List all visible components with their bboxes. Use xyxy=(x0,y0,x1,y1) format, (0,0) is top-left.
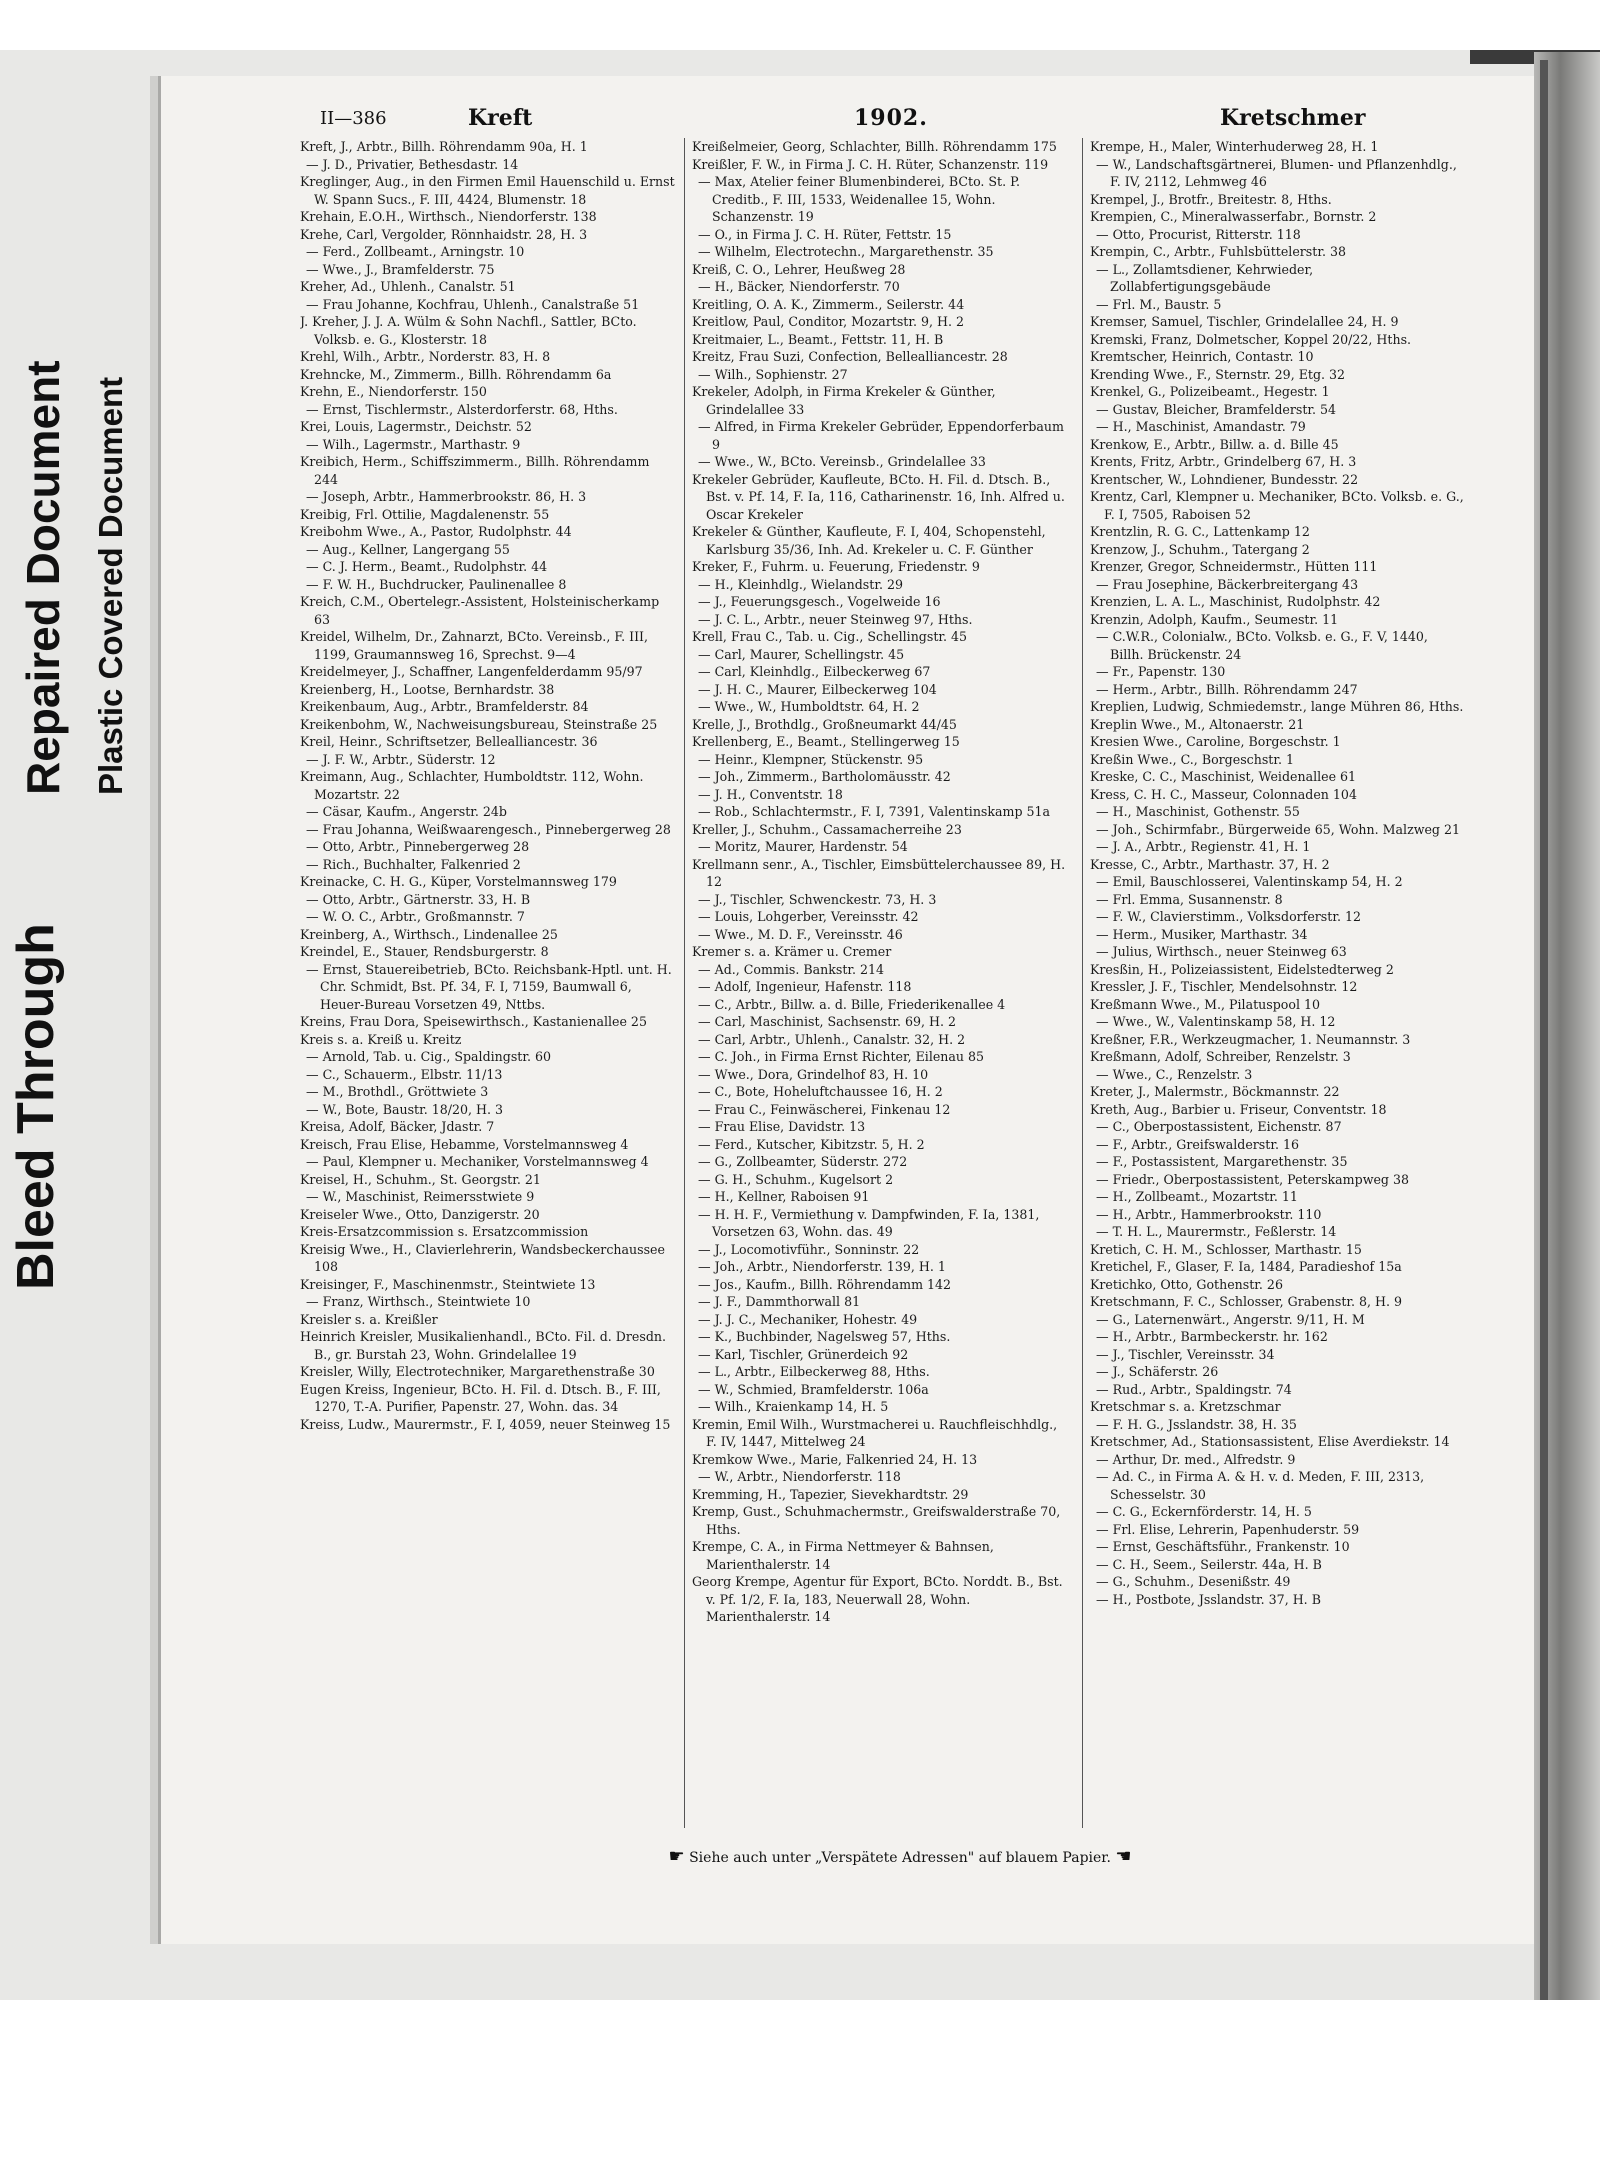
directory-entry: Kreil, Heinr., Schriftsetzer, Bellealliancestr. 36 xyxy=(300,734,598,749)
directory-entry: — Friedr., Oberpostassistent, Peterskampweg 38 xyxy=(1096,1171,1410,1187)
directory-entry: Krenzow, J., Schuhm., Tatergang 2 xyxy=(1090,541,1310,557)
directory-entry: Kresse, C., Arbtr., Marthastr. 37, H. 2 xyxy=(1090,856,1330,872)
directory-entry: — H. H. F., Vermiethung v. Dampfwinden, F. Ia, 1381, Vorsetzen 63, Wohn. das. 49 xyxy=(698,1206,1040,1239)
directory-entry: — Emil, Bauschlosserei, Valentinskamp 54, H. 2 xyxy=(1096,874,1403,889)
directory-entry: — Jos., Kaufm., Billh. Röhrendamm 142 xyxy=(698,1276,952,1292)
directory-entry: — C., Arbtr., Billw. a. d. Bille, Friederikenallee 4 xyxy=(698,996,1006,1012)
page-number: II—386 xyxy=(320,108,387,129)
directory-entry: Krenkow, E., Arbtr., Billw. a. d. Bille 45 xyxy=(1090,436,1339,452)
directory-entry: — Joh., Arbtr., Niendorferstr. 139, H. 1 xyxy=(698,1259,946,1274)
directory-column-1 xyxy=(300,138,675,1838)
directory-entry: — Wwe., J., Bramfelderstr. 75 xyxy=(306,261,495,277)
directory-entry: — Max, Atelier feiner Blumenbinderei, BCto. St. P. Creditb., F. III, 1533, Weidenallee 15, Wohn. Schanzenstr. 19 xyxy=(698,174,1021,224)
directory-entry: — Frau C., Feinwäscherei, Finkenau 12 xyxy=(698,1101,951,1117)
directory-entry: — F. H. G., Jsslandstr. 38, H. 35 xyxy=(1096,1416,1297,1432)
directory-entry: — Ernst, Geschäftsführ., Frankenstr. 10 xyxy=(1096,1539,1350,1554)
directory-entry: Kretichko, Otto, Gothenstr. 26 xyxy=(1090,1276,1283,1292)
directory-entry: Kreich, C.M., Obertelegr.-Assistent, Holsteinischerkamp 63 xyxy=(300,594,660,627)
directory-entry: Kreske, C. C., Maschinist, Weidenallee 61 xyxy=(1090,769,1357,784)
directory-entry: — W., Bote, Baustr. 18/20, H. 3 xyxy=(306,1101,504,1117)
directory-entry: — Herm., Musiker, Marthastr. 34 xyxy=(1096,926,1308,942)
directory-entry: Kremer s. a. Krämer u. Cremer xyxy=(692,944,892,959)
directory-entry: Kreisig Wwe., H., Clavierlehrerin, Wandsbeckerchaussee 108 xyxy=(300,1241,665,1274)
directory-entry: Kretich, C. H. M., Schlosser, Marthastr. 15 xyxy=(1090,1241,1362,1257)
directory-entry: — Rud., Arbtr., Spaldingstr. 74 xyxy=(1096,1381,1292,1397)
directory-column-2 xyxy=(692,138,1067,1838)
directory-entry: — Fr., Papenstr. 130 xyxy=(1096,664,1226,679)
directory-entry: — Carl, Maschinist, Sachsenstr. 69, H. 2 xyxy=(698,1014,957,1029)
directory-entry: — Moritz, Maurer, Hardenstr. 54 xyxy=(698,839,908,854)
directory-entry: — H., Kleinhdlg., Wielandstr. 29 xyxy=(698,576,903,592)
directory-entry: — F. W., Clavierstimm., Volksdorferstr. 12 xyxy=(1096,909,1361,924)
directory-entry: — J. C. L., Arbtr., neuer Steinweg 97, Hths. xyxy=(698,611,973,627)
directory-entry: Kreisler, Willy, Electrotechniker, Margarethenstraße 30 xyxy=(300,1364,655,1379)
directory-entry: Kremming, H., Tapezier, Sievekhardtstr. 29 xyxy=(692,1486,969,1502)
label-repaired-document: Repaired Document xyxy=(17,360,69,795)
directory-entry: Kreidel, Wilhelm, Dr., Zahnarzt, BCto. Vereinsb., F. III, 1199, Graumannsweg 16, Sprechst. 9—4 xyxy=(300,629,649,662)
directory-entry: Kremtscher, Heinrich, Contastr. 10 xyxy=(1090,349,1314,364)
header-right-word: Kretschmer xyxy=(1220,105,1366,131)
directory-entry: Kreiß, C. O., Lehrer, Heußweg 28 xyxy=(692,261,906,277)
directory-entry: Krending Wwe., F., Sternstr. 29, Etg. 32 xyxy=(1090,366,1346,382)
directory-entry: — Wwe., C., Renzelstr. 3 xyxy=(1096,1066,1253,1082)
directory-entry: — Otto, Procurist, Ritterstr. 118 xyxy=(1096,226,1301,242)
footnote xyxy=(580,1846,1220,1867)
directory-entry: Krehain, E.O.H., Wirthsch., Niendorferstr. 138 xyxy=(300,209,597,224)
directory-entry: — J., Locomotivführ., Sonninstr. 22 xyxy=(698,1241,920,1257)
directory-entry: Kretschmann, F. C., Schlosser, Grabenstr. 8, H. 9 xyxy=(1090,1294,1403,1309)
directory-entry: Krekeler, Adolph, in Firma Krekeler & Günther, Grindelallee 33 xyxy=(692,384,996,417)
directory-entry: Kreiss, Ludw., Maurermstr., F. I, 4059, neuer Steinweg 15 xyxy=(300,1416,671,1432)
directory-entry: Kreindel, E., Stauer, Rendsburgerstr. 8 xyxy=(300,944,549,959)
directory-entry: — C., Schauerm., Elbstr. 11/13 xyxy=(306,1066,503,1082)
directory-entry: — Wwe., M. D. F., Vereinsstr. 46 xyxy=(698,926,903,942)
directory-entry: — Arthur, Dr. med., Alfredstr. 9 xyxy=(1096,1451,1296,1467)
directory-entry: — Ad., Commis. Bankstr. 214 xyxy=(698,961,885,977)
directory-entry: Kresßin, H., Polizeiassistent, Eidelstedterweg 2 xyxy=(1090,961,1394,977)
directory-entry: Kreisinger, F., Maschinenmstr., Steintwiete 13 xyxy=(300,1276,596,1292)
directory-column-3 xyxy=(1090,138,1465,1838)
directory-entry: Kremski, Franz, Dolmetscher, Koppel 20/22, Hths. xyxy=(1090,331,1412,347)
directory-entry: — Wilhelm, Electrotechn., Margarethenstr. 35 xyxy=(698,244,994,259)
directory-entry: — G., Schuhm., Desenißstr. 49 xyxy=(1096,1574,1291,1589)
directory-entry: — H., Kellner, Raboisen 91 xyxy=(698,1189,870,1204)
directory-entry: — H., Bäcker, Niendorferstr. 70 xyxy=(698,279,900,294)
directory-entry: Krenzin, Adolph, Kaufm., Seumestr. 11 xyxy=(1090,611,1339,627)
directory-entry: — Frau Johanne, Kochfrau, Uhlenh., Canalstraße 51 xyxy=(306,296,640,312)
spine-shadow xyxy=(1540,60,1548,2000)
directory-entry: — Adolf, Ingenieur, Hafenstr. 118 xyxy=(698,979,912,994)
directory-entry: Kreher, Ad., Uhlenh., Canalstr. 51 xyxy=(300,279,516,294)
directory-entry: — Wilh., Lagermstr., Marthastr. 9 xyxy=(306,436,521,452)
directory-entry: — W., Schmied, Bramfelderstr. 106a xyxy=(698,1381,929,1397)
directory-entry: Kreter, J., Malermstr., Böckmannstr. 22 xyxy=(1090,1084,1340,1099)
directory-entry: — Rich., Buchhalter, Falkenried 2 xyxy=(306,856,521,872)
directory-entry: Kretichel, F., Glaser, F. Ia, 1484, Paradieshof 15a xyxy=(1090,1259,1402,1274)
directory-entry: Kreis s. a. Kreiß u. Kreitz xyxy=(300,1031,462,1047)
directory-entry: — C. J. Herm., Beamt., Rudolphstr. 44 xyxy=(306,559,548,574)
directory-entry: Georg Krempe, Agentur für Export, BCto. Norddt. B., Bst. v. Pf. 1/2, F. Ia, 183, Neuerwall 28, Wohn. Marienthalerstr. 14 xyxy=(692,1574,1063,1624)
directory-entry: Kreikenbohm, W., Nachweisungsbureau, Steinstraße 25 xyxy=(300,716,658,732)
directory-entry: — Frl. M., Baustr. 5 xyxy=(1096,296,1222,312)
directory-entry: — F., Arbtr., Greifswalderstr. 16 xyxy=(1096,1136,1299,1152)
directory-entry: — J. H., Conventstr. 18 xyxy=(698,786,843,802)
directory-entry: Kreft, J., Arbtr., Billh. Röhrendamm 90a, H. 1 xyxy=(300,139,588,154)
directory-entry: — J., Tischler, Vereinsstr. 34 xyxy=(1096,1346,1275,1362)
directory-entry: Kreitz, Frau Suzi, Confection, Bellealliancestr. 28 xyxy=(692,349,1008,364)
directory-entry: Krempin, C., Arbtr., Fuhlsbüttelerstr. 38 xyxy=(1090,244,1346,259)
directory-entry: — Frau Elise, Davidstr. 13 xyxy=(698,1119,866,1134)
directory-entry: Kreglinger, Aug., in den Firmen Emil Hauenschild u. Ernst W. Spann Sucs., F. III, 4424, Blumenstr. 18 xyxy=(300,174,675,207)
directory-entry: — C., Bote, Hoheluftchaussee 16, H. 2 xyxy=(698,1084,943,1099)
directory-entry: Kreisler s. a. Kreißler xyxy=(300,1311,438,1327)
directory-entry: — Louis, Lohgerber, Vereinsstr. 42 xyxy=(698,909,919,924)
directory-entry: — J. J. C., Mechaniker, Hohestr. 49 xyxy=(698,1311,918,1327)
directory-entry: — Franz, Wirthsch., Steintwiete 10 xyxy=(306,1294,531,1309)
directory-entry: — Joh., Zimmerm., Bartholomäusstr. 42 xyxy=(698,769,951,784)
directory-entry: — Arnold, Tab. u. Cig., Spaldingstr. 60 xyxy=(306,1049,552,1064)
directory-entry: — Otto, Arbtr., Gärtnerstr. 33, H. B xyxy=(306,891,531,907)
directory-entry: Krehe, Carl, Vergolder, Rönnhaidstr. 28, H. 3 xyxy=(300,226,588,242)
directory-entry: — L., Arbtr., Eilbeckerweg 88, Hths. xyxy=(698,1364,930,1379)
directory-entry: — M., Brothdl., Gröttwiete 3 xyxy=(306,1084,489,1099)
page-header xyxy=(320,105,1500,138)
directory-entry: — Carl, Kleinhdlg., Eilbeckerweg 67 xyxy=(698,664,931,679)
directory-entry: — Ernst, Tischlermstr., Alsterdorferstr. 68, Hths. xyxy=(306,401,618,417)
directory-entry: — Gustav, Bleicher, Bramfelderstr. 54 xyxy=(1096,401,1337,417)
directory-entry: Krenkel, G., Polizeibeamt., Hegestr. 1 xyxy=(1090,384,1330,399)
directory-entry: Kretschmar s. a. Kretzschmar xyxy=(1090,1399,1281,1414)
header-year: 1902. xyxy=(854,105,928,131)
directory-entry: Kreibig, Frl. Ottilie, Magdalenenstr. 55 xyxy=(300,506,550,522)
directory-entry: Kreitlow, Paul, Conditor, Mozartstr. 9, H. 2 xyxy=(692,314,965,329)
directory-entry: — Ad. C., in Firma A. & H. v. d. Meden, F. III, 2313, Schesselstr. 30 xyxy=(1096,1469,1425,1502)
directory-entry: Krekeler & Günther, Kaufleute, F. I, 404, Schopenstehl, Karlsburg 35/36, Inh. Ad. Krekeler u. C. F. Günther xyxy=(692,524,1046,557)
directory-entry: Kreßmann, Adolf, Schreiber, Renzelstr. 3 xyxy=(1090,1049,1351,1064)
directory-entry: Krelle, J., Brothdlg., Großneumarkt 44/45 xyxy=(692,716,957,732)
directory-entry: Krempe, H., Maler, Winterhuderweg 28, H. 1 xyxy=(1090,139,1379,154)
directory-entry: — G., Laternenwärt., Angerstr. 9/11, H. M xyxy=(1096,1311,1365,1327)
directory-entry: Kreienberg, H., Lootse, Bernhardstr. 38 xyxy=(300,681,555,697)
directory-entry: — C., Oberpostassistent, Eichenstr. 87 xyxy=(1096,1119,1342,1134)
directory-entry: — Julius, Wirthsch., neuer Steinweg 63 xyxy=(1096,944,1347,959)
directory-entry: — L., Zollamtsdiener, Kehrwieder, Zollabfertigungsgebäude xyxy=(1096,261,1314,294)
directory-entry: Kreker, F., Fuhrm. u. Feuerung, Friedenstr. 9 xyxy=(692,559,980,574)
label-plastic-covered: Plastic Covered Document xyxy=(92,376,129,795)
directory-entry: — W., Arbtr., Niendorferstr. 118 xyxy=(698,1469,901,1484)
directory-entry: — Carl, Maurer, Schellingstr. 45 xyxy=(698,646,905,662)
directory-entry: — Frau Johanna, Weißwaarengesch., Pinnebergerweg 28 xyxy=(306,821,671,837)
directory-entry: — H., Zollbeamt., Mozartstr. 11 xyxy=(1096,1189,1298,1204)
directory-entry: Kreins, Frau Dora, Speisewirthsch., Kastanienallee 25 xyxy=(300,1014,647,1029)
directory-entry: — H., Postbote, Jsslandstr. 37, H. B xyxy=(1096,1591,1321,1607)
directory-entry: — Alfred, in Firma Krekeler Gebrüder, Eppendorferbaum 9 xyxy=(698,419,1064,452)
directory-entry: Kreisa, Adolf, Bäcker, Jdastr. 7 xyxy=(300,1119,495,1134)
directory-entry: — J., Tischler, Schwenckestr. 73, H. 3 xyxy=(698,891,937,907)
directory-entry: Kreitling, O. A. K., Zimmerm., Seilerstr. 44 xyxy=(692,296,965,312)
directory-entry: Kreinacke, C. H. G., Küper, Vorstelmannsweg 179 xyxy=(300,874,617,889)
directory-entry: — Paul, Klempner u. Mechaniker, Vorstelmannsweg 4 xyxy=(306,1154,649,1169)
directory-entry: Kreiseler Wwe., Otto, Danzigerstr. 20 xyxy=(300,1206,540,1222)
directory-entry: Kreßmann Wwe., M., Pilatuspool 10 xyxy=(1090,996,1321,1012)
directory-entry: — C. Joh., in Firma Ernst Richter, Eilenau 85 xyxy=(698,1049,985,1064)
directory-entry: Kremp, Gust., Schuhmachermstr., Greifswalderstraße 70, Hths. xyxy=(692,1504,1061,1537)
directory-entry: Krell, Frau C., Tab. u. Cig., Schellingstr. 45 xyxy=(692,629,968,644)
directory-entry: Kreisel, H., Schuhm., St. Georgstr. 21 xyxy=(300,1171,541,1187)
directory-entry: — T. H. L., Maurermstr., Feßlerstr. 14 xyxy=(1096,1224,1337,1239)
directory-entry: Krenzer, Gregor, Schneidermstr., Hütten 111 xyxy=(1090,559,1378,574)
directory-entry: — G., Zollbeamter, Süderstr. 272 xyxy=(698,1154,908,1169)
directory-entry: Kreplien, Ludwig, Schmiedemstr., lange Mühren 86, Hths. xyxy=(1090,699,1464,714)
directory-entry: Kreidelmeyer, J., Schaffner, Langenfelderdamm 95/97 xyxy=(300,664,643,679)
directory-entry: Kreisch, Frau Elise, Hebamme, Vorstelmannsweg 4 xyxy=(300,1136,629,1152)
directory-entry: — H., Arbtr., Barmbeckerstr. hr. 162 xyxy=(1096,1329,1328,1344)
directory-entry: Kreßin Wwe., C., Borgeschstr. 1 xyxy=(1090,751,1294,767)
pointing-hand-right-icon: ☚ xyxy=(1115,1846,1132,1867)
directory-entry: — W. O. C., Arbtr., Großmannstr. 7 xyxy=(306,909,525,924)
directory-entry: Krents, Fritz, Arbtr., Grindelberg 67, H. 3 xyxy=(1090,454,1357,469)
directory-entry: — H., Maschinist, Gothenstr. 55 xyxy=(1096,804,1300,819)
directory-entry: — Frl. Emma, Susannenstr. 8 xyxy=(1096,891,1283,907)
directory-entry: — C. G., Eckernförderstr. 14, H. 5 xyxy=(1096,1504,1312,1519)
column-divider xyxy=(1082,138,1083,1828)
directory-entry: — Ferd., Zollbeamt., Arningstr. 10 xyxy=(306,244,525,259)
directory-entry: Krei, Louis, Lagermstr., Deichstr. 52 xyxy=(300,419,532,434)
directory-entry: — Joseph, Arbtr., Hammerbrookstr. 86, H. 3 xyxy=(306,489,587,504)
directory-entry: Kreibich, Herm., Schiffszimmerm., Billh. Röhrendamm 244 xyxy=(300,454,650,487)
pointing-hand-left-icon: ☛ xyxy=(668,1846,685,1867)
directory-entry: — J. H. C., Maurer, Eilbeckerweg 104 xyxy=(698,681,937,697)
directory-entry: Kremser, Samuel, Tischler, Grindelallee 24, H. 9 xyxy=(1090,314,1399,329)
binder-edge xyxy=(150,76,158,1944)
directory-entry: Krehn, E., Niendorferstr. 150 xyxy=(300,384,487,399)
directory-entry: Kreißelmeier, Georg, Schlachter, Billh. Röhrendamm 175 xyxy=(692,139,1057,154)
directory-entry: Kreplin Wwe., M., Altonaerstr. 21 xyxy=(1090,716,1305,732)
directory-entry: — Frl. Elise, Lehrerin, Papenhuderstr. 59 xyxy=(1096,1521,1360,1537)
directory-entry: Kremkow Wwe., Marie, Falkenried 24, H. 13 xyxy=(692,1451,978,1467)
directory-entry: — J., Feuerungsgesch., Vogelweide 16 xyxy=(698,594,941,609)
directory-entry: Kreitmaier, L., Beamt., Fettstr. 11, H. B xyxy=(692,331,944,347)
directory-entry: Kreinberg, A., Wirthsch., Lindenallee 25 xyxy=(300,926,558,942)
directory-entry: Kressler, J. F., Tischler, Mendelsohnstr. 12 xyxy=(1090,979,1358,994)
directory-entry: — Carl, Arbtr., Uhlenh., Canalstr. 32, H. 2 xyxy=(698,1031,966,1047)
directory-entry: — Herm., Arbtr., Billh. Röhrendamm 247 xyxy=(1096,681,1358,697)
directory-entry: Heinrich Kreisler, Musikalienhandl., BCto. Fil. d. Dresdn. B., gr. Burstah 23, Wohn. Grindelallee 19 xyxy=(300,1329,666,1362)
directory-entry: — Wwe., W., Humboldtstr. 64, H. 2 xyxy=(698,699,920,714)
directory-entry: Kreißler, F. W., in Firma J. C. H. Rüter, Schanzenstr. 119 xyxy=(692,156,1049,172)
directory-entry: Krehncke, M., Zimmerm., Billh. Röhrendamm 6a xyxy=(300,366,612,382)
directory-entry: — J. D., Privatier, Bethesdastr. 14 xyxy=(306,156,519,172)
directory-entry: Krellmann senr., A., Tischler, Eimsbüttelerchaussee 89, H. 12 xyxy=(692,856,1066,889)
directory-entry: Krempien, C., Mineralwasserfabr., Bornstr. 2 xyxy=(1090,209,1377,224)
directory-entry: — C. H., Seem., Seilerstr. 44a, H. B xyxy=(1096,1556,1322,1572)
directory-entry: Kreibohm Wwe., A., Pastor, Rudolphstr. 44 xyxy=(300,524,572,539)
directory-entry: — Rob., Schlachtermstr., F. I, 7391, Valentinskamp 51a xyxy=(698,804,1051,819)
directory-entry: — J. A., Arbtr., Regienstr. 41, H. 1 xyxy=(1096,839,1311,854)
directory-entry: Krekeler Gebrüder, Kaufleute, BCto. H. Fil. d. Dtsch. B., Bst. v. Pf. 14, F. Ia, 116, Catharinenstr. 16, Inh. Alfred u. Oscar Krekeler xyxy=(692,471,1065,522)
directory-entry: — Wwe., W., Valentinskamp 58, H. 12 xyxy=(1096,1014,1336,1029)
directory-entry: — H., Arbtr., Hammerbrookstr. 110 xyxy=(1096,1206,1322,1222)
directory-entry: — J. F. W., Arbtr., Süderstr. 12 xyxy=(306,751,496,767)
directory-entry: Kreimann, Aug., Schlachter, Humboldtstr. 112, Wohn. Mozartstr. 22 xyxy=(300,769,644,802)
directory-entry: Krempe, C. A., in Firma Nettmeyer & Bahnsen, Marienthalerstr. 14 xyxy=(692,1539,994,1572)
directory-entry: Kreis-Ersatzcommission s. Ersatzcommission xyxy=(300,1224,589,1239)
directory-entry: — Karl, Tischler, Grünerdeich 92 xyxy=(698,1346,909,1362)
directory-entry: — F. W. H., Buchdrucker, Paulinenallee 8 xyxy=(306,576,567,592)
directory-entry: Krempel, J., Brotfr., Breitestr. 8, Hths. xyxy=(1090,191,1332,207)
header-left-word: Kreft xyxy=(468,105,533,131)
directory-entry: — Cäsar, Kaufm., Angerstr. 24b xyxy=(306,804,507,819)
directory-entry: — W., Landschaftsgärtnerei, Blumen- und Pflanzenhdlg., F. IV, 2112, Lehmweg 46 xyxy=(1096,156,1457,189)
column-divider xyxy=(684,138,685,1828)
directory-entry: — C.W.R., Colonialw., BCto. Volksb. e. G., F. V, 1440, Billh. Brückenstr. 24 xyxy=(1096,629,1428,662)
directory-entry: Kreller, J., Schuhm., Cassamacherreihe 23 xyxy=(692,821,962,837)
directory-entry: Kreth, Aug., Barbier u. Friseur, Conventstr. 18 xyxy=(1090,1101,1387,1117)
directory-entry: Kretschmer, Ad., Stationsassistent, Elise Averdiekstr. 14 xyxy=(1090,1434,1450,1449)
directory-entry: Krehl, Wilh., Arbtr., Norderstr. 83, H. 8 xyxy=(300,349,551,364)
directory-entry: Kreikenbaum, Aug., Arbtr., Bramfelderstr. 84 xyxy=(300,699,589,714)
directory-entry: J. Kreher, J. J. A. Wülm & Sohn Nachfl., Sattler, BCto. Volksb. e. G., Klosterstr. 18 xyxy=(300,314,637,347)
directory-entry: Krenzien, L. A. L., Maschinist, Rudolphstr. 42 xyxy=(1090,594,1381,609)
directory-entry: — J., Schäferstr. 26 xyxy=(1096,1364,1219,1379)
directory-entry: Eugen Kreiss, Ingenieur, BCto. H. Fil. d. Dtsch. B., F. III, 1270, T.-A. Purifier, Papenstr. 27, Wohn. das. 34 xyxy=(300,1381,661,1414)
directory-entry: — Wilh., Sophienstr. 27 xyxy=(698,366,848,382)
directory-entry: Kremin, Emil Wilh., Wurstmacherei u. Rauchfleischhdlg., F. IV, 1447, Mittelweg 24 xyxy=(692,1416,1058,1449)
directory-entry: — Aug., Kellner, Langergang 55 xyxy=(306,541,510,557)
directory-entry: Krellenberg, E., Beamt., Stellingerweg 15 xyxy=(692,734,960,749)
directory-entry: — G. H., Schuhm., Kugelsort 2 xyxy=(698,1171,894,1187)
label-bleed-through: Bleed Through xyxy=(7,923,65,1290)
directory-entry: — Frau Josephine, Bäckerbreitergang 43 xyxy=(1096,576,1359,592)
directory-entry: — Joh., Schirmfabr., Bürgerweide 65, Wohn. Malzweg 21 xyxy=(1096,821,1461,837)
directory-entry: Krentz, Carl, Klempner u. Mechaniker, BCto. Volksb. e. G., F. I, 7505, Raboisen 52 xyxy=(1090,489,1464,522)
directory-entry: — Wwe., W., BCto. Vereinsb., Grindelallee 33 xyxy=(698,454,986,469)
directory-entry: Kreßner, F.R., Werkzeugmacher, 1. Neumannstr. 3 xyxy=(1090,1031,1411,1047)
directory-entry: — Heinr., Klempner, Stückenstr. 95 xyxy=(698,751,924,767)
directory-entry: — F., Postassistent, Margarethenstr. 35 xyxy=(1096,1154,1348,1169)
directory-entry: — Ernst, Stauereibetrieb, BCto. Reichsbank-Hptl. unt. H. Chr. Schmidt, Bst. Pf. 34, F. I, 7159, Baumwall 6, Heuer-Bureau Vorsetzen 49, Nttbs. xyxy=(306,961,672,1012)
footnote-text: Siehe auch unter „Verspätete Adressen" auf blauem Papier. xyxy=(689,1850,1111,1866)
directory-entry: — Wwe., Dora, Grindelhof 83, H. 10 xyxy=(698,1066,929,1082)
directory-entry: — J. F., Dammthorwall 81 xyxy=(698,1294,861,1309)
directory-entry: — Ferd., Kutscher, Kibitzstr. 5, H. 2 xyxy=(698,1136,925,1152)
directory-entry: — Otto, Arbtr., Pinnebergerweg 28 xyxy=(306,839,530,854)
directory-entry: Kress, C. H. C., Masseur, Colonnaden 104 xyxy=(1090,786,1357,802)
directory-entry: Krentscher, W., Lohndiener, Bundesstr. 22 xyxy=(1090,471,1359,487)
directory-entry: — W., Maschinist, Reimersstwiete 9 xyxy=(306,1189,535,1204)
directory-entry: Kresien Wwe., Caroline, Borgeschstr. 1 xyxy=(1090,734,1341,749)
directory-entry: — K., Buchbinder, Nagelsweg 57, Hths. xyxy=(698,1329,951,1344)
directory-entry: — H., Maschinist, Amandastr. 79 xyxy=(1096,419,1306,434)
directory-entry: — Wilh., Kraienkamp 14, H. 5 xyxy=(698,1399,889,1414)
directory-entry: — O., in Firma J. C. H. Rüter, Fettstr. 15 xyxy=(698,226,952,242)
directory-entry: Krentzlin, R. G. C., Lattenkamp 12 xyxy=(1090,524,1310,539)
